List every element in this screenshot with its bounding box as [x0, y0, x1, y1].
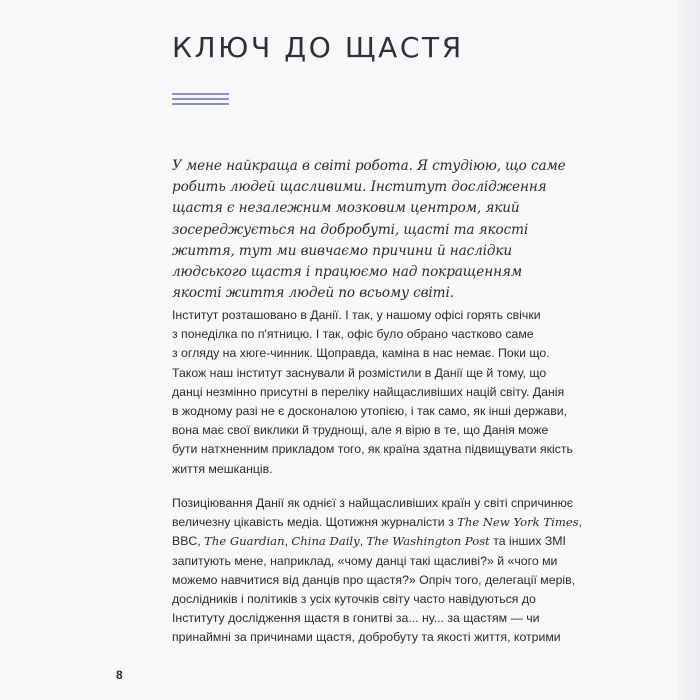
- page-number: 8: [116, 668, 123, 682]
- text-line: [172, 532, 566, 551]
- text-segment: BBC,: [172, 534, 205, 549]
- text-line: принаймні за причинами щастя, добробуту та якості життя, котрими: [172, 630, 561, 645]
- text-line: Інститут розташовано в Данії. І так, у нашому офісі горять свічки: [172, 308, 541, 322]
- text-line: життя мешканців.: [172, 461, 273, 476]
- text-line: в жодному разі не є досконалою утопією, і так само, як інші держави,: [172, 404, 568, 419]
- publication-name: The Washington Post: [366, 534, 490, 549]
- lead-line: щастя є незалежним мозковим центром, який: [172, 200, 520, 217]
- lead-line: якості життя людей по всьому світі.: [172, 285, 454, 302]
- page-edge-shadow: [678, 0, 700, 700]
- text-segment: ,: [284, 534, 292, 549]
- underline-stroke: [172, 93, 229, 95]
- text-line: Позиціювання Данії як однієї з найщасливіших країн у світі спричинює: [172, 496, 574, 510]
- text-line: бути натхненним прикладом того, як країна здатна підвищувати якість: [172, 442, 573, 457]
- text-line: [172, 513, 583, 532]
- publication-name: The New York Times: [457, 515, 579, 530]
- text-line: можемо навчитися від данців про щастя?» Опріч того, делегації мерів,: [172, 572, 576, 587]
- text-segment: величезну цікавість медіа. Щотижня журналісти з: [172, 515, 458, 530]
- publication-name: China Daily: [291, 534, 360, 549]
- text-line: дослідників і політиків з усіх куточків світу часто навідуються до: [172, 592, 536, 607]
- lead-line: робить людей щасливими. Інститут дослідження: [172, 179, 547, 196]
- lead-paragraph: [172, 156, 566, 304]
- title-underline-decoration: [172, 93, 229, 108]
- chapter-title: КЛЮЧ ДО ЩАСТЯ: [172, 31, 464, 64]
- lead-line: людського щастя і працюємо над покращенням: [172, 264, 523, 281]
- text-segment: та інших ЗМІ: [489, 534, 566, 549]
- lead-line: зосереджується на добробуті, щасті та якості: [172, 221, 529, 238]
- text-line: вона має свої виклики й труднощі, але я вірю в те, що Данія може: [172, 423, 549, 438]
- text-segment: ,: [359, 534, 367, 549]
- text-line: запитують мене, наприклад, «чому данці такі щасливі?» й «чого ми: [172, 553, 558, 568]
- lead-line: життя, тут ми вивчаємо причини й наслідки: [172, 242, 513, 259]
- text-line: з понеділка по п'ятницю. І так, офіс було обрано частково саме: [172, 327, 534, 342]
- text-line: Інституту дослідження щастя в гонитві за... ну... за щастям — чи: [172, 611, 540, 626]
- underline-stroke: [172, 98, 229, 100]
- lead-line: У мене найкраща в світі робота. Я студіюю, що саме: [172, 158, 566, 174]
- underline-stroke: [172, 103, 229, 105]
- text-line: з огляду на хюге-чинник. Щоправда, каміна в нас немає. Поки що.: [172, 346, 550, 361]
- body-paragraph-2: [172, 494, 583, 648]
- text-line: Також наш інститут заснували й розмістили в Данії ще й тому, що: [172, 365, 547, 380]
- text-line: данці незмінно присутні в переліку найщасливіших націй світу. Данія: [172, 384, 565, 399]
- publication-name: The Guardian: [204, 534, 285, 549]
- text-segment: ,: [578, 515, 583, 530]
- body-paragraph-1: [172, 306, 573, 479]
